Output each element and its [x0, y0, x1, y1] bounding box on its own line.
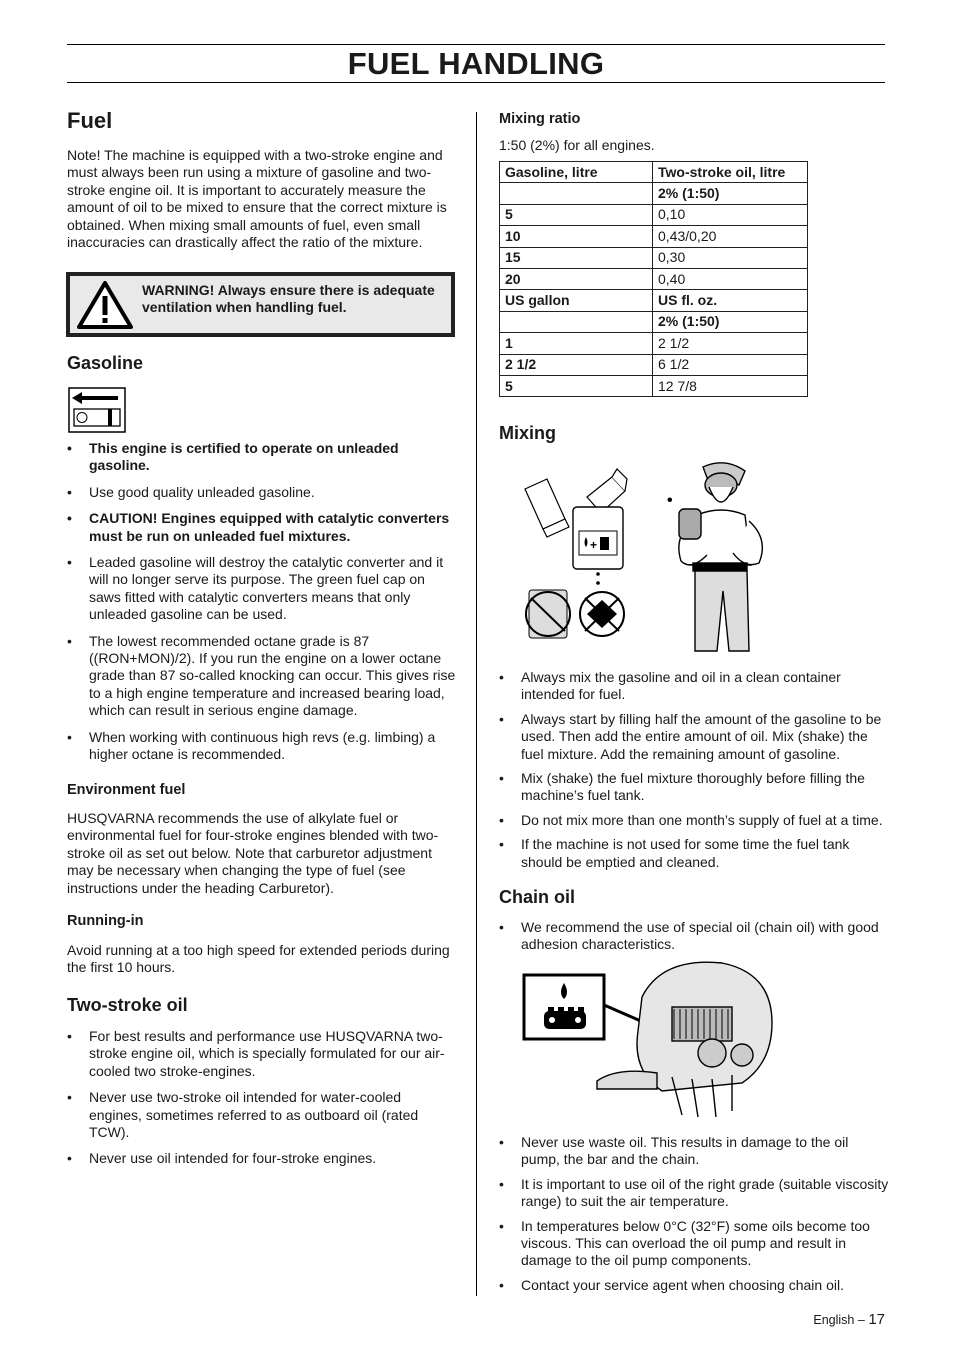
table-cell	[500, 183, 653, 204]
chain-oil-list	[499, 1134, 889, 1294]
svg-text:•: •	[667, 492, 673, 509]
list-item: • Never use oil intended for four-stroke engines.	[67, 1150, 457, 1167]
warning-triangle-icon	[76, 279, 134, 331]
table-cell: 2% (1:50)	[653, 311, 808, 332]
gasoline-list	[67, 440, 457, 764]
table-cell: US gallon	[500, 290, 653, 311]
mixing-ratio-text: 1:50 (2%) for all engines.	[499, 137, 655, 153]
list-item: • Do not mix more than one month’s supply of fuel at a time.	[499, 812, 889, 829]
table-row	[500, 290, 808, 311]
list-item: • We recommend the use of special oil (chain oil) with good adhesion characteristics.	[499, 919, 889, 954]
table-row	[500, 375, 808, 396]
list-item: • Never use waste oil. This results in damage to the oil pump, the bar and the chain.	[499, 1134, 889, 1169]
table-cell: 0,30	[653, 247, 808, 268]
list-item: • It is important to use oil of the right grade (suitable viscosity range) to suit the air temperature.	[499, 1176, 889, 1211]
table-cell: 0,43/0,20	[653, 226, 808, 247]
fuel-intro: Note! The machine is equipped with a two-stroke engine and must always been run using a mixture of gasoline and two-stroke engine oil. It is important to accurately measure the amount of oil to be mixed to ensure that the correct mixture is obtained. When mixing small amounts of fuel, even small inaccuracies can drastically affect the ratio of the mixture.	[67, 147, 447, 251]
table-row	[500, 311, 808, 332]
environment-fuel-heading: Environment fuel	[67, 782, 186, 798]
warning-box	[66, 272, 455, 337]
list-item: • Always mix the gasoline and oil in a clean container intended for fuel.	[499, 669, 889, 704]
table-cell: 0,40	[653, 268, 808, 289]
table-row	[500, 183, 808, 204]
gasoline-heading: Gasoline	[67, 353, 144, 373]
two-stroke-oil-heading: Two-stroke oil	[67, 995, 188, 1015]
list-item: • Always start by filling half the amount of the gasoline to be used. Then add the entire amount of oil. Mix (shake) the fuel mixture. Add the remaining amount of gasoline.	[499, 711, 889, 763]
chain-oil-heading: Chain oil	[499, 887, 575, 907]
fuel-heading: Fuel	[67, 108, 113, 133]
page-header	[67, 44, 885, 83]
table-cell: Two-stroke oil, litre	[653, 162, 808, 183]
table-cell	[500, 311, 653, 332]
table-cell: 10	[500, 226, 653, 247]
list-item: • Mix (shake) the fuel mixture thoroughly before filling the machine’s fuel tank.	[499, 770, 889, 805]
two-stroke-oil-list	[67, 1028, 457, 1168]
table-cell: 2% (1:50)	[653, 183, 808, 204]
list-item: • When working with continuous high revs (e.g. limbing) a higher octane is recommended.	[67, 729, 457, 764]
table-cell: 15	[500, 247, 653, 268]
svg-text:+: +	[590, 538, 598, 552]
page-title: FUEL HANDLING	[347, 46, 605, 81]
list-item: • For best results and performance use HUSQVARNA two-stroke engine oil, which is specially formulated for our air-cooled two stroke-engines.	[67, 1028, 457, 1080]
fuel-pump-symbol-icon	[68, 387, 126, 433]
table-cell: 5	[500, 204, 653, 225]
list-item: • Use good quality unleaded gasoline.	[67, 484, 457, 501]
table-cell: 2 1/2	[500, 354, 653, 375]
table-row	[500, 226, 808, 247]
running-in-text: Avoid running at a too high speed for extended periods during the first 10 hours.	[67, 942, 450, 976]
footer-dash: –	[857, 1313, 865, 1327]
list-item: • If the machine is not used for some time the fuel tank should be emptied and cleaned.	[499, 836, 889, 871]
list-item: • Contact your service agent when choosing chain oil.	[499, 1277, 889, 1294]
environment-fuel-text: HUSQVARNA recommends the use of alkylate fuel or environmental fuel for four-stroke engines blended with two-stroke oil as set out below. Note that carburetor adjustment may be necessary when changing the type of fuel (see instructions under the heading Carburetor).	[67, 810, 439, 896]
table-cell: US fl. oz.	[653, 290, 808, 311]
list-item: • CAUTION! Engines equipped with catalytic converters must be run on unleaded fuel mixtures.	[67, 510, 457, 545]
mixing-list	[499, 669, 889, 871]
list-item: • Leaded gasoline will destroy the catalytic converter and it will no longer serve its purpose. The green fuel cap on saws fitted with catalytic converters means that only unleaded gasoline can be used.	[67, 554, 457, 624]
table-cell: 5	[500, 375, 653, 396]
table-cell: 1	[500, 333, 653, 354]
list-item: • This engine is certified to operate on unleaded gasoline.	[67, 440, 457, 475]
column-divider	[476, 112, 477, 1296]
table-row	[500, 354, 808, 375]
warning-text: WARNING! Always ensure there is adequate ventilation when handling fuel.	[142, 282, 435, 316]
chain-oil-illustration	[522, 957, 782, 1132]
table-cell: 12 7/8	[653, 375, 808, 396]
running-in-heading: Running-in	[67, 913, 144, 929]
table-row	[500, 333, 808, 354]
list-item: • The lowest recommended octane grade is 87 ((RON+MON)/2). If you run the engine on a lower octane grade than 87 so-called knocking can occur. This gives rise to a high engine temperature and increased bearing load, which can result in serious engine damage.	[67, 633, 457, 720]
list-item: • Never use two-stroke oil intended for water-cooled engines, sometimes referred to as outboard oil (rated TCW).	[67, 1089, 457, 1141]
table-row	[500, 204, 808, 225]
mixing-ratio-table	[499, 161, 808, 397]
table-cell: 6 1/2	[653, 354, 808, 375]
table-cell: Gasoline, litre	[500, 162, 653, 183]
table-cell: 20	[500, 268, 653, 289]
table-row	[500, 247, 808, 268]
mixing-illustration	[517, 457, 777, 657]
chain-oil-intro-list	[499, 919, 889, 954]
table-cell: 0,10	[653, 204, 808, 225]
table-row	[500, 268, 808, 289]
page-number: 17	[868, 1311, 885, 1328]
page-footer	[813, 1311, 885, 1329]
table-cell: 2 1/2	[653, 333, 808, 354]
mixing-ratio-heading: Mixing ratio	[499, 111, 581, 127]
mixing-heading: Mixing	[499, 423, 556, 443]
table-row	[500, 162, 808, 183]
list-item: • In temperatures below 0°C (32°F) some oils become too viscous. This can overload the oil pump and result in damage to the oil pump components.	[499, 1218, 889, 1270]
footer-language: English	[813, 1313, 855, 1327]
